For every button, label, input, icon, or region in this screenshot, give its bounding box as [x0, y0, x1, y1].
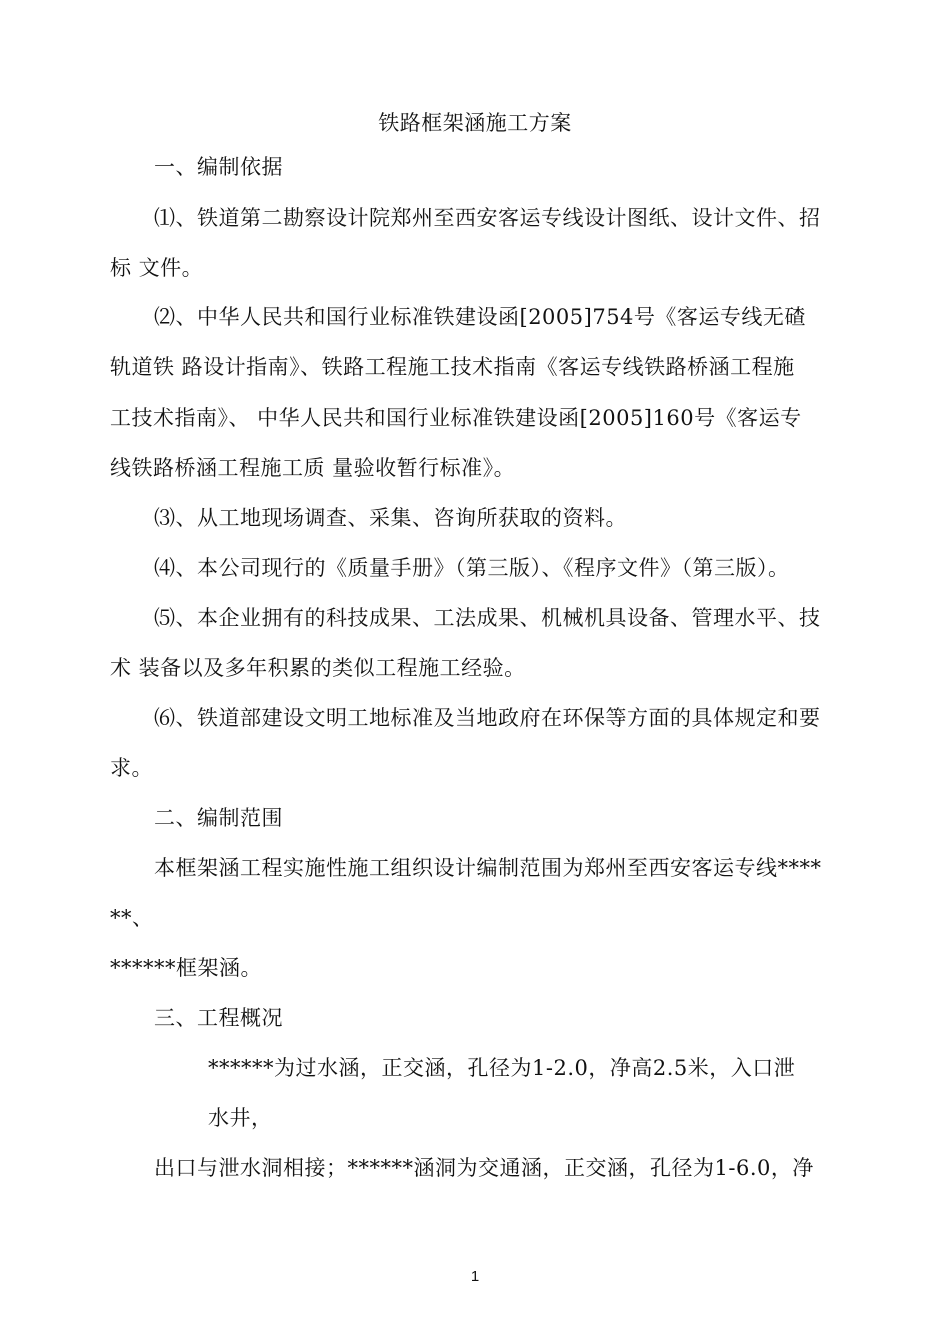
paragraph-line: ⑷、本公司现行的《质量手册》（第三版）、《程序文件》（第三版）。: [154, 556, 790, 580]
paragraph-line: 本框架涵工程实施性施工组织设计编制范围为郑州至西安客运专线****: [154, 856, 822, 880]
paragraph-line: **、: [110, 906, 154, 930]
paragraph-line: ⑸、本企业拥有的科技成果、工法成果、机械机具设备、管理水平、技: [154, 606, 821, 630]
paragraph-line: ******框架涵。: [110, 956, 262, 980]
paragraph-line: 轨道铁 路设计指南》、铁路工程施工技术指南《客运专线铁路桥涵工程施: [110, 355, 795, 379]
paragraph-line: 水井，: [208, 1106, 273, 1130]
paragraph-line: 术 装备以及多年积累的类似工程施工经验。: [110, 656, 526, 680]
paragraph-line: 线铁路桥涵工程施工质 量验收暂行标准》。: [110, 456, 516, 480]
heading-overview: 三、工程概况: [154, 1006, 283, 1030]
paragraph-line: ⑵、中华人民共和国行业标准铁建设函[2005]754号《客运专线无碴: [154, 305, 806, 329]
paragraph-line: ⑹、铁道部建设文明工地标准及当地政府在环保等方面的具体规定和要: [154, 706, 821, 730]
paragraph-line: 求。: [110, 756, 153, 780]
paragraph-line: 标 文件。: [110, 256, 204, 280]
paragraph-line: ⑶、从工地现场调查、采集、咨询所获取的资料。: [154, 506, 627, 530]
paragraph-line: 出口与泄水洞相接；******涵洞为交通涵，正交涵，孔径为1-6.0，净: [154, 1156, 814, 1180]
page-number: 1: [470, 1268, 480, 1285]
page-title: 铁路框架涵施工方案: [378, 111, 572, 135]
heading-basis: 一、编制依据: [154, 155, 283, 179]
heading-scope: 二、编制范围: [154, 806, 283, 830]
paragraph-line: ⑴、铁道第二勘察设计院郑州至西安客运专线设计图纸、设计文件、招: [154, 206, 821, 230]
paragraph-line: ******为过水涵，正交涵，孔径为1-2.0，净高2.5米，入口泄: [208, 1056, 796, 1080]
paragraph-line: 工技术指南》、 中华人民共和国行业标准铁建设函[2005]160号《客运专: [110, 406, 802, 430]
